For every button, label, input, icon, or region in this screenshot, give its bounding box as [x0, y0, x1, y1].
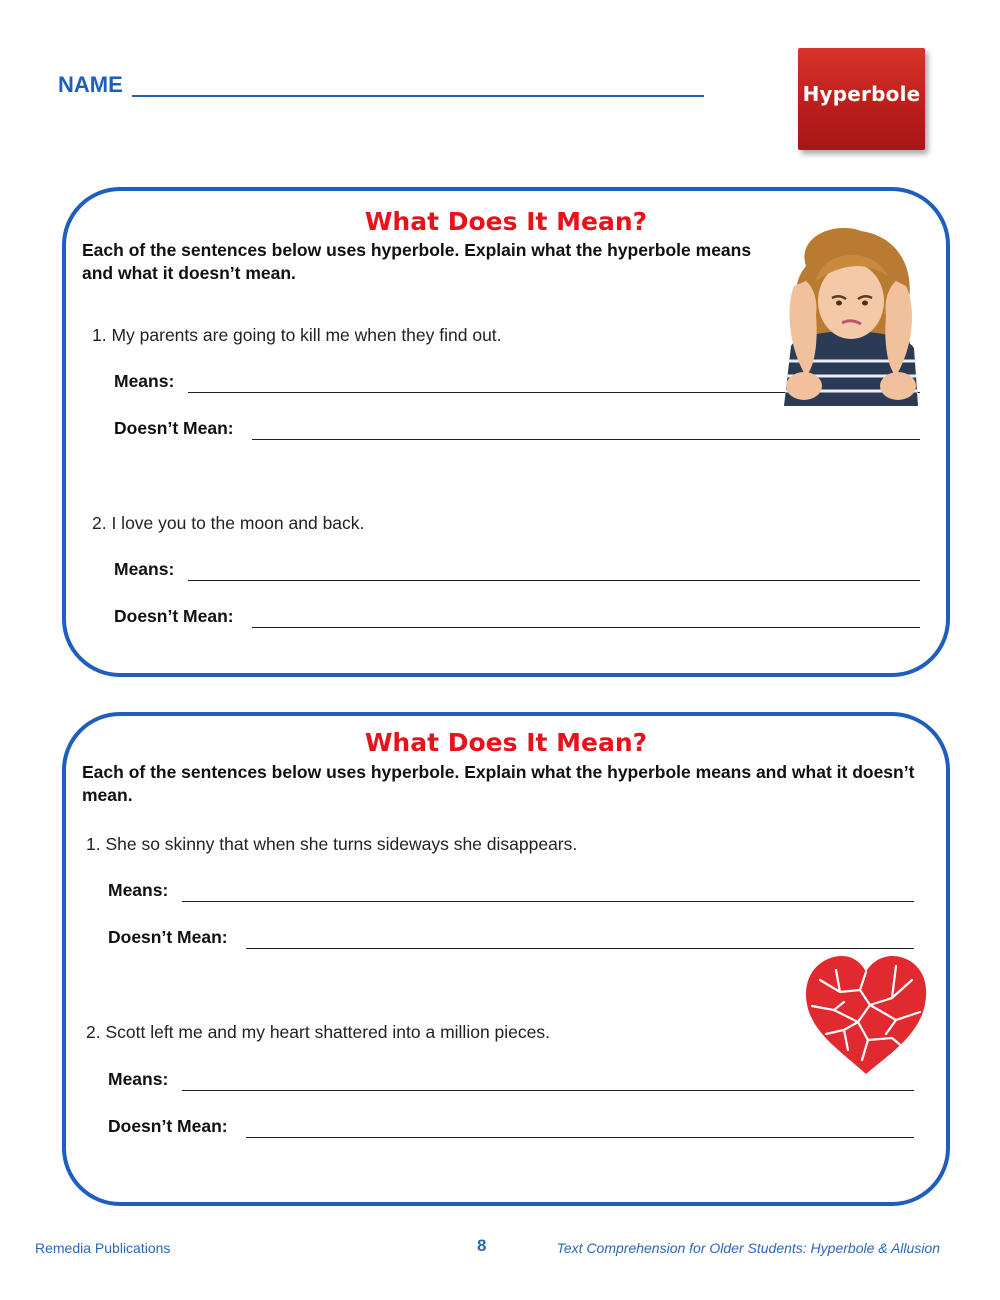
- means-field[interactable]: [108, 1069, 914, 1093]
- sentence-item: 2. Scott left me and my heart shattered into a million pieces.: [86, 1022, 550, 1042]
- answer-line[interactable]: [182, 1090, 914, 1091]
- means-label: Means:: [108, 880, 169, 900]
- answer-line[interactable]: [252, 627, 920, 628]
- answer-line[interactable]: [182, 901, 914, 902]
- section-instructions: Each of the sentences below uses hyperbole. Explain what the hyperbole means and what it doesn’t mean.: [82, 762, 915, 805]
- broken-heart-icon: [800, 950, 932, 1078]
- footer-page-number: 8: [477, 1236, 487, 1255]
- name-label: NAME: [58, 72, 123, 97]
- doesnt-mean-field[interactable]: [108, 927, 914, 951]
- footer-publisher: Remedia Publications: [35, 1240, 171, 1256]
- section-title: What Does It Mean?: [364, 728, 648, 757]
- answer-line[interactable]: [246, 948, 914, 949]
- doesnt-mean-label: Doesn’t Mean:: [114, 418, 234, 438]
- answer-line[interactable]: [252, 439, 920, 440]
- means-label: Means:: [108, 1069, 169, 1089]
- doesnt-mean-label: Doesn’t Mean:: [114, 606, 234, 626]
- sentence-item: 1. My parents are going to kill me when they find out.: [92, 325, 502, 345]
- means-label: Means:: [114, 559, 175, 579]
- section-instructions: Each of the sentences below uses hyperbole. Explain what the hyperbole means and what it doesn’t mean.: [82, 240, 752, 283]
- doesnt-mean-label: Doesn’t Mean:: [108, 1116, 228, 1136]
- hyperbole-tag: [798, 48, 925, 150]
- means-field[interactable]: [114, 559, 920, 583]
- means-label: Means:: [114, 371, 175, 391]
- doesnt-mean-field[interactable]: [114, 418, 920, 442]
- doesnt-mean-field[interactable]: [114, 606, 920, 630]
- doesnt-mean-field[interactable]: [108, 1116, 914, 1140]
- name-line: [132, 95, 704, 97]
- answer-line[interactable]: [246, 1137, 914, 1138]
- name-row: [58, 72, 708, 102]
- footer-book-title: Text Comprehension for Older Students: Hyperbole & Allusion: [556, 1240, 940, 1256]
- doesnt-mean-label: Doesn’t Mean:: [108, 927, 228, 947]
- hyperbole-tag-label: Hyperbole: [802, 82, 921, 106]
- sentence-item: 2. I love you to the moon and back.: [92, 513, 365, 533]
- section-title: What Does It Mean?: [364, 207, 648, 236]
- worried-girl-illustration: [776, 226, 926, 406]
- answer-line[interactable]: [188, 580, 920, 581]
- sentence-item: 1. She so skinny that when she turns sideways she disappears.: [86, 834, 578, 854]
- means-field[interactable]: [108, 880, 914, 904]
